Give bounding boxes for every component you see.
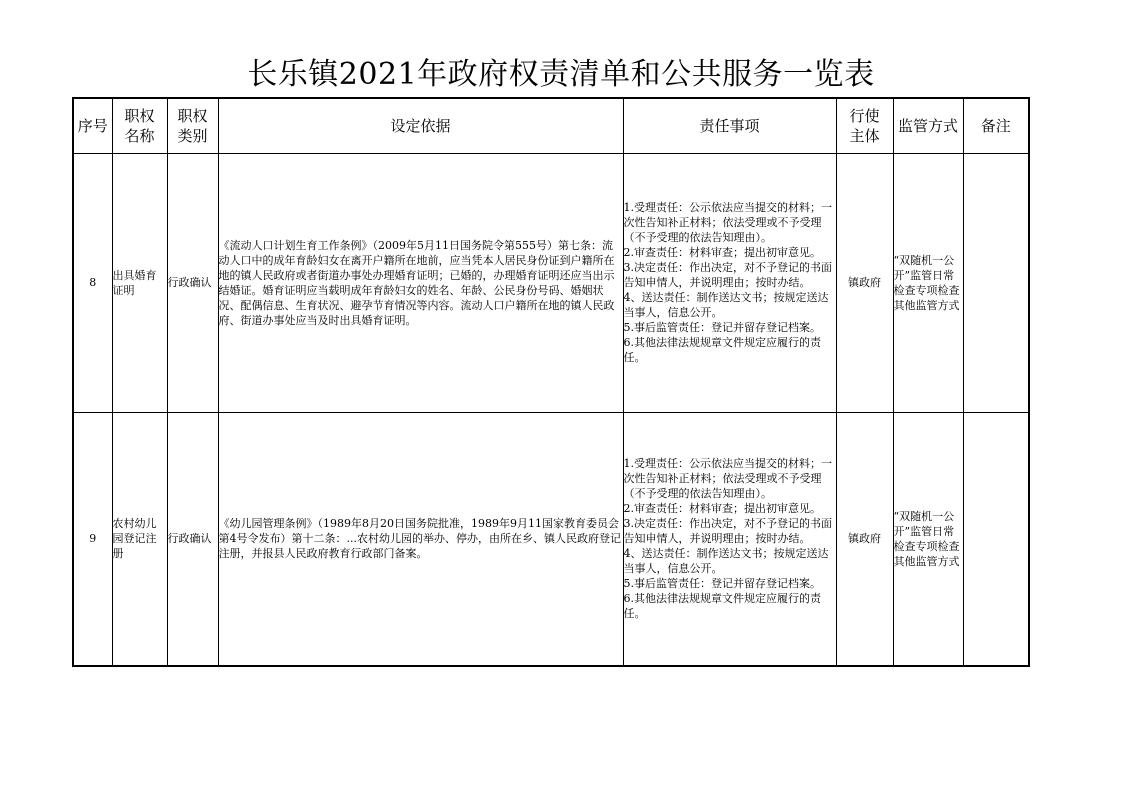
header-remark: 备注 (963, 98, 1029, 153)
responsibility-item: 4、送达责任：制作送达文书；按规定送达当事人，信息公开。 (623, 547, 829, 576)
row-responsibilities (623, 153, 836, 412)
row-subject: 镇政府 (836, 412, 893, 666)
header-type-line2: 类别 (177, 126, 208, 145)
header-type (167, 98, 218, 153)
header-basis: 设定依据 (218, 98, 623, 153)
row-name: 农村幼儿园登记注册 (112, 412, 167, 666)
responsibility-item: 2.审查责任：材料审查；提出初审意见。 (623, 502, 821, 516)
header-type-line1: 职权 (177, 106, 208, 125)
table-row (73, 412, 1029, 666)
page-title: 长乐镇2021年政府权责清单和公共服务一览表 (247, 57, 875, 92)
row-supervision: “双随机一公开”监管日常检查专项检查其他监管方式 (893, 153, 963, 412)
header-name-line2: 名称 (124, 126, 155, 145)
header-seq: 序号 (73, 98, 112, 153)
header-supervision: 监管方式 (893, 98, 963, 153)
row-type: 行政确认 (167, 412, 218, 666)
row-subject: 镇政府 (836, 153, 893, 412)
row-seq: 9 (73, 412, 112, 666)
responsibility-item: 1.受理责任：公示依法应当提交的材料；一次性告知补正材料；依法受理或不予受理（不予受理的依法告知理由）。 (623, 457, 832, 501)
header-subject-line1: 行使 (849, 106, 880, 125)
responsibility-item: 5.事后监管责任：登记并留存登记档案。 (623, 577, 821, 591)
responsibility-item: 4、送达责任：制作送达文书；按规定送达当事人，信息公开。 (623, 291, 829, 319)
row-seq: 8 (73, 153, 112, 412)
row-basis: 《幼儿园管理条例》（1989年8月20日国务院批准，1989年9月11国家教育委员会第4号令发布）第十二条：...农村幼儿园的举办、停办，由所在乡、镇人民政府登记注册，并报县人民政府教育行政部门备案。 (218, 412, 623, 666)
header-name-line1: 职权 (124, 106, 155, 125)
responsibility-table (72, 97, 1030, 667)
table-row (73, 153, 1029, 412)
header-subject-line2: 主体 (849, 126, 880, 145)
row-type: 行政确认 (167, 153, 218, 412)
row-responsibilities (623, 412, 836, 666)
row-remark (963, 153, 1029, 412)
row-basis: 《流动人口计划生育工作条例》（2009年5月11日国务院令第555号）第七条：流动人口中的成年育龄妇女在离开户籍所在地前，应当凭本人居民身份证到户籍所在地的镇人民政府或者街道办事处办理婚育证明；已婚的，办理婚育证明还应当出示结婚证。婚育证明应当载明成年育龄妇女的姓名、年龄、公民身份号码、婚姻状况、配偶信息、生育状况、避孕节育情况等内容。流动人口户籍所在地的镇人民政府、街道办事处应当及时出具婚育证明。 (218, 153, 623, 412)
header-subject (836, 98, 893, 153)
responsibility-item: 5.事后监管责任：登记并留存登记档案。 (623, 321, 821, 334)
row-remark (963, 412, 1029, 666)
row-name: 出具婚育证明 (112, 153, 167, 412)
row-supervision: “双随机一公开”监管日常检查专项检查其他监管方式 (893, 412, 963, 666)
header-responsibility: 责任事项 (623, 98, 836, 153)
responsibility-item: 2.审查责任：材料审查；提出初审意见。 (623, 246, 821, 259)
responsibility-item: 6.其他法律法规规章文件规定应履行的责任。 (623, 592, 821, 621)
header-name (112, 98, 167, 153)
responsibility-item: 3.决定责任：作出决定，对不予登记的书面告知申情人，并说明理由；按时办结。 (623, 261, 832, 289)
header-row (73, 98, 1029, 153)
responsibility-item: 3.决定责任：作出决定，对不予登记的书面告知申情人，并说明理由；按时办结。 (623, 517, 832, 546)
responsibility-item: 1.受理责任：公示依法应当提交的材料；一次性告知补正材料；依法受理或不予受理（不予受理的依法告知理由）。 (623, 201, 832, 244)
responsibility-item: 6.其他法律法规规章文件规定应履行的责任。 (623, 336, 821, 364)
